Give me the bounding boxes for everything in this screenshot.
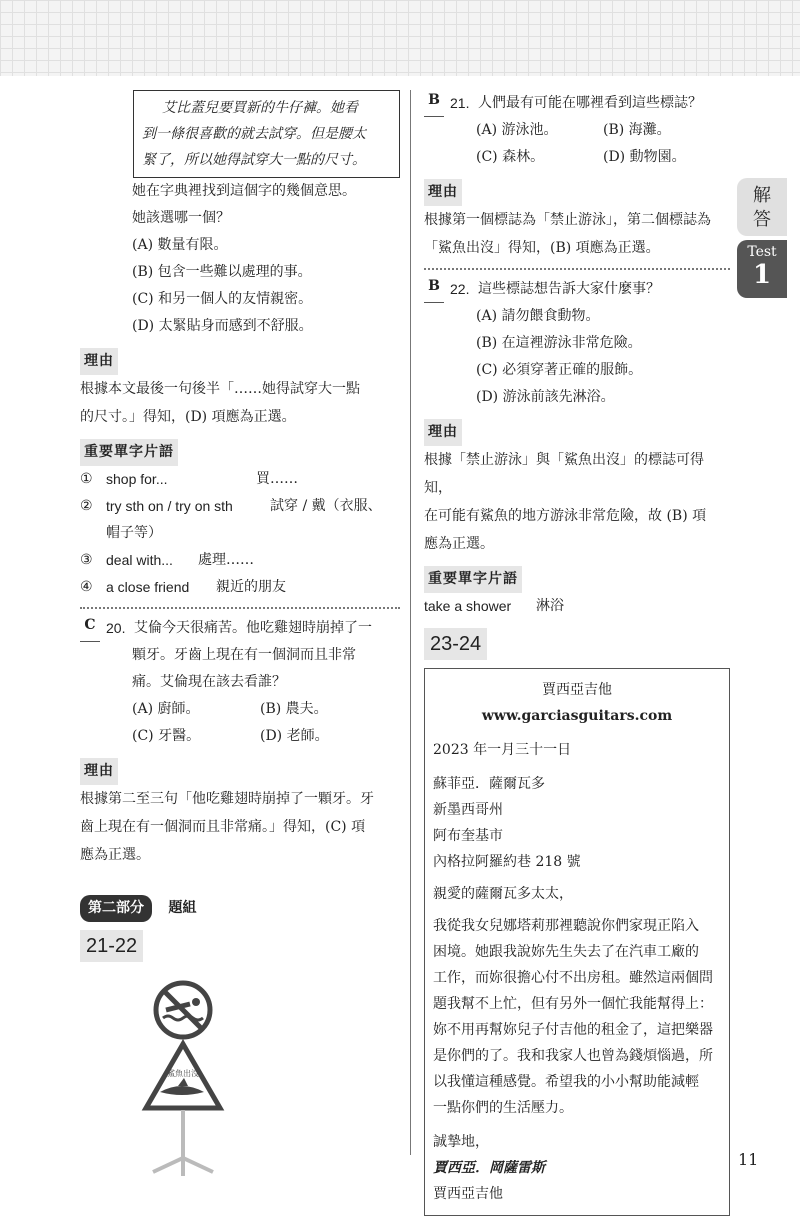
- option: (C) 牙醫。: [132, 728, 201, 744]
- reason-label: 理由: [80, 758, 118, 785]
- vocab-en: shop for...: [106, 471, 168, 487]
- address-line: 蘇菲亞．薩爾瓦多: [433, 776, 545, 792]
- option-row: [424, 144, 730, 171]
- passage-line: 緊了，所以她得試穿大一點的尺寸。: [142, 152, 366, 168]
- letter-box: [424, 668, 730, 1216]
- answer-blank: B: [424, 90, 444, 117]
- vocab-list: [80, 466, 400, 601]
- body-line: 我從我女兒娜塔莉那裡聽說你們家現正陷入: [433, 918, 699, 934]
- section-title: 題組: [168, 900, 197, 916]
- option-row: [80, 723, 400, 750]
- body-line: 工作，而妳很擔心付不出房租。雖然這兩個問: [433, 970, 713, 986]
- question-range: 23-24: [424, 628, 487, 660]
- test-label: Test: [747, 244, 777, 260]
- vocab-en: a close friend: [106, 579, 190, 595]
- option: (A) 游泳池。: [476, 122, 558, 138]
- question-range: 21-22: [80, 930, 143, 962]
- vocab-en: take a shower: [424, 598, 512, 614]
- reason-21: [424, 206, 730, 262]
- option: (A) 數量有限。: [132, 237, 228, 253]
- option: (A) 廚師。: [132, 701, 200, 717]
- letter-greeting: 親愛的薩爾瓦多太太，: [433, 886, 573, 902]
- vocab-zh: 處理……: [198, 552, 254, 568]
- question-22: [424, 276, 730, 411]
- option: (D) 老師。: [260, 728, 329, 744]
- no-swimming-icon: [156, 983, 210, 1037]
- question-text: 人們最有可能在哪裡看到這些標誌？: [478, 95, 702, 111]
- passage-line: 艾比蓋兒要買新的牛仔褲。她看: [162, 100, 358, 116]
- signs-svg: [138, 980, 228, 1180]
- question-line: 她該選哪一個？: [132, 210, 230, 226]
- option: (C) 和另一個人的友情親密。: [132, 291, 313, 307]
- vocab-item: [424, 593, 730, 620]
- vocab-num: ①: [80, 471, 93, 487]
- vocab-en: deal with...: [106, 552, 173, 568]
- tab-char: 答: [753, 209, 771, 230]
- option: (B) 包含一些難以處理的事。: [132, 264, 312, 280]
- letter-address: [433, 771, 721, 875]
- question-text: 這些標誌想告訴大家什麼事？: [478, 281, 660, 297]
- letter-sign-name: 賈西亞吉他: [433, 1186, 503, 1202]
- column-divider: [410, 90, 411, 1155]
- letter-body: [433, 913, 721, 1121]
- sign-post-icon: [153, 1110, 213, 1176]
- option: (D) 動物園。: [603, 149, 686, 165]
- address-line: 內格拉阿羅約巷 218 號: [433, 854, 581, 870]
- letter-header: 賈西亞吉他: [542, 682, 612, 698]
- answer-blank: B: [424, 276, 444, 303]
- option: (C) 森林。: [476, 149, 545, 165]
- vocab-en: try sth on / try on sth: [106, 498, 233, 514]
- reason-label: 理由: [80, 348, 118, 375]
- reason-line: 在可能有鯊魚的地方游泳非常危險，故 (B) 項: [424, 508, 707, 524]
- address-line: 阿布奎基市: [433, 828, 503, 844]
- shark-warning-icon: [146, 1044, 220, 1108]
- vocab-item: [80, 466, 400, 493]
- vocab-zh: 帽子等）: [106, 525, 162, 541]
- vocab-zh: 買……: [256, 471, 298, 487]
- question-number: 21.: [450, 95, 470, 111]
- right-column: [424, 90, 730, 1216]
- body-line: 一點你們的生活壓力。: [433, 1100, 573, 1116]
- body-line: 妳不用再幫妳兒子付吉他的租金了，這把樂器: [433, 1022, 713, 1038]
- option-row: [80, 696, 400, 723]
- section-badge: 第二部分: [80, 895, 152, 922]
- reason-19: [80, 375, 400, 431]
- reason-line: 根據第二至三句「他吃雞翅時崩掉了一顆牙。牙: [80, 791, 374, 807]
- vocab-zh: 試穿 / 戴（衣服、: [270, 498, 382, 514]
- section-heading: [80, 895, 400, 922]
- vocab-num: [80, 520, 106, 547]
- header-grid-band: [0, 0, 800, 76]
- vocab-item: [80, 547, 400, 574]
- dotted-divider: [80, 607, 400, 609]
- option: (D) 太緊貼身而感到不舒服。: [132, 318, 313, 334]
- option: (D) 游泳前該先淋浴。: [476, 389, 615, 405]
- reason-line: 應為正選。: [424, 536, 494, 552]
- answer-tab: [737, 178, 787, 236]
- reason-label: 理由: [424, 419, 462, 446]
- body-line: 是你們的了。我和我家人也曾為錢煩惱過，所: [433, 1048, 713, 1064]
- reason-line: 「鯊魚出沒」得知，(B) 項應為正選。: [424, 240, 660, 256]
- question-line: 痛。艾倫現在該去看誰？: [132, 674, 286, 690]
- dotted-divider: [424, 268, 730, 270]
- reason-label: 理由: [424, 179, 462, 206]
- vocab-zh: 淋浴: [536, 598, 564, 614]
- letter-signature: 賈西亞．岡薩雷斯: [433, 1160, 545, 1176]
- option: (C) 必須穿著正確的服飾。: [476, 362, 643, 378]
- reason-line: 根據「禁止游泳」與「鯊魚出沒」的標誌可得知，: [424, 452, 704, 496]
- body-line: 困境。她跟我說妳先生失去了在汽車工廠的: [433, 944, 699, 960]
- reason-line: 應為正選。: [80, 847, 150, 863]
- option-row: [424, 117, 730, 144]
- question-19: [80, 178, 400, 340]
- test-number: 1: [752, 260, 772, 290]
- vocab-num: ④: [80, 579, 93, 595]
- reason-22: [424, 446, 730, 558]
- page-number: 11: [738, 1150, 759, 1169]
- passage-box: [133, 90, 400, 178]
- tab-char: 解: [753, 185, 771, 206]
- question-line: 艾倫今天很痛苦。他吃雞翅時崩掉了一: [134, 620, 372, 636]
- reason-20: [80, 785, 400, 869]
- vocab-label: 重要單字片語: [80, 439, 178, 466]
- body-line: 題我幫不上忙，但有另外一個忙我能幫得上：: [433, 996, 713, 1012]
- vocab-item: [80, 520, 400, 547]
- option: (B) 海灘。: [603, 122, 671, 138]
- question-20: [80, 615, 400, 750]
- question-line: 顆牙。牙齒上現在有一個洞而且非常: [132, 647, 356, 663]
- letter-date: 2023 年一月三十一日: [433, 742, 572, 758]
- question-21: [424, 90, 730, 171]
- warning-signs: [138, 980, 400, 1190]
- reason-line: 根據第一個標誌為「禁止游泳」，第二個標誌為: [424, 212, 711, 228]
- letter-closing: 誠摯地，: [433, 1134, 489, 1150]
- body-line: 以我懂這種感覺。希望我的小小幫助能減輕: [433, 1074, 699, 1090]
- question-number: 22.: [450, 281, 470, 297]
- address-line: 新墨西哥州: [433, 802, 503, 818]
- question-line: 她在字典裡找到這個字的幾個意思。: [132, 183, 356, 199]
- left-column: [80, 90, 400, 1190]
- vocab-num: ③: [80, 552, 93, 568]
- vocab-label: 重要單字片語: [424, 566, 522, 593]
- vocab-item: [80, 493, 400, 520]
- passage-line: 到一條很喜歡的就去試穿。但是腰太: [142, 126, 366, 142]
- vocab-zh: 親近的朋友: [216, 579, 286, 595]
- reason-line: 根據本文最後一句後半「……她得試穿大一點: [80, 381, 360, 397]
- answer-blank: C: [80, 615, 100, 642]
- option: (B) 在這裡游泳非常危險。: [476, 335, 642, 351]
- option: (B) 農夫。: [260, 701, 328, 717]
- vocab-item: [80, 574, 400, 601]
- reason-line: 齒上現在有一個洞而且非常痛。」得知，(C) 項: [80, 819, 366, 835]
- test-tab: [737, 240, 787, 298]
- shark-sign-text: 鯊魚出沒: [167, 1069, 199, 1078]
- reason-line: 的尺寸。」得知，(D) 項應為正選。: [80, 409, 296, 425]
- option: (A) 請勿餵食動物。: [476, 308, 600, 324]
- letter-website: www.garciasguitars.com: [481, 708, 673, 724]
- vocab-num: ②: [80, 498, 93, 514]
- question-number: 20.: [106, 620, 126, 636]
